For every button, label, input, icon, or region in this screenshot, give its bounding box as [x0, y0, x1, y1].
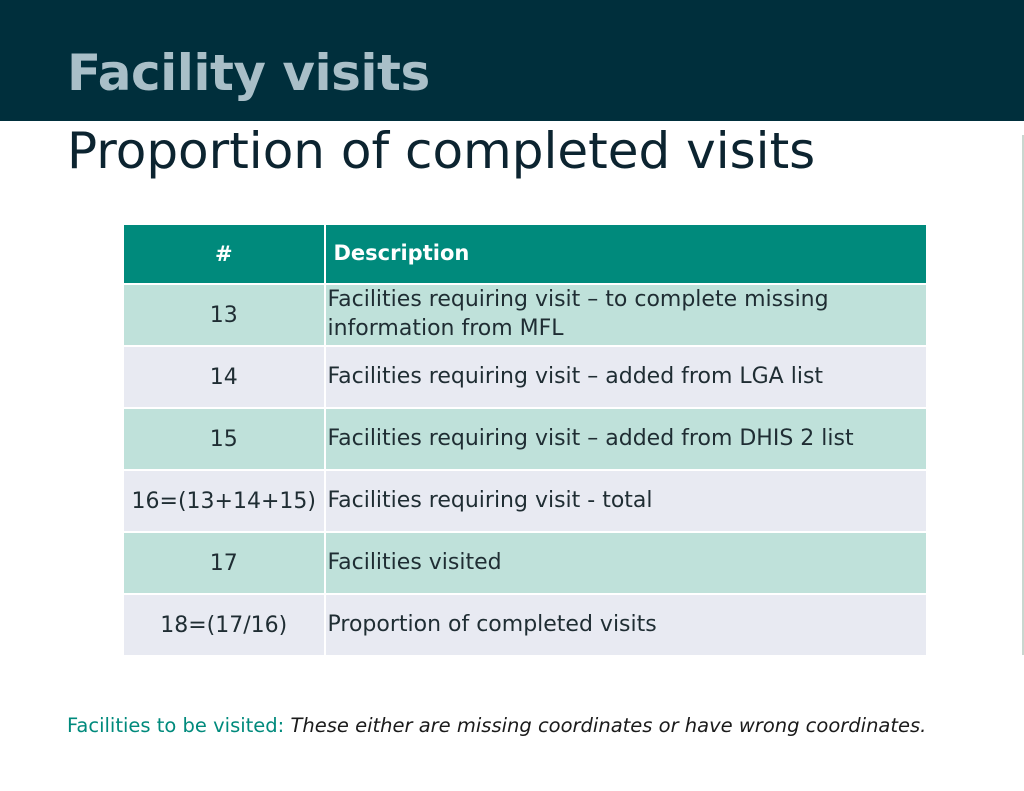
row-number: 15 — [209, 426, 238, 452]
table-row — [124, 285, 926, 347]
footnote-text: These either are missing coordinates or have wrong coordinates. — [290, 714, 927, 737]
page-title: Facility visits — [67, 44, 430, 102]
row-description: Facilities requiring visit - total — [324, 471, 927, 531]
table-row — [124, 471, 926, 533]
row-description: Facilities requiring visit – added from DHIS 2 list — [324, 409, 927, 469]
table-header-row — [124, 225, 926, 285]
footnote-label: Facilities to be visited: — [67, 714, 285, 737]
page-subtitle: Proportion of completed visits — [67, 122, 816, 180]
column-header-number: # — [214, 242, 233, 266]
column-header-description: Description — [324, 225, 927, 283]
footnote — [67, 712, 947, 740]
row-number: 18=(17/16) — [160, 612, 288, 638]
table-row — [124, 409, 926, 471]
row-description: Facilities visited — [324, 533, 927, 593]
visits-table — [124, 225, 926, 655]
table-row — [124, 595, 926, 655]
table-row — [124, 347, 926, 409]
row-number: 17 — [209, 550, 238, 576]
row-number: 13 — [209, 302, 238, 328]
row-description: Proportion of completed visits — [324, 595, 927, 655]
row-number: 14 — [209, 364, 238, 390]
row-description: Facilities requiring visit – added from LGA list — [324, 347, 927, 407]
row-description: Facilities requiring visit – to complete missing information from MFL — [324, 285, 927, 345]
table-row — [124, 533, 926, 595]
row-number: 16=(13+14+15) — [131, 488, 316, 514]
